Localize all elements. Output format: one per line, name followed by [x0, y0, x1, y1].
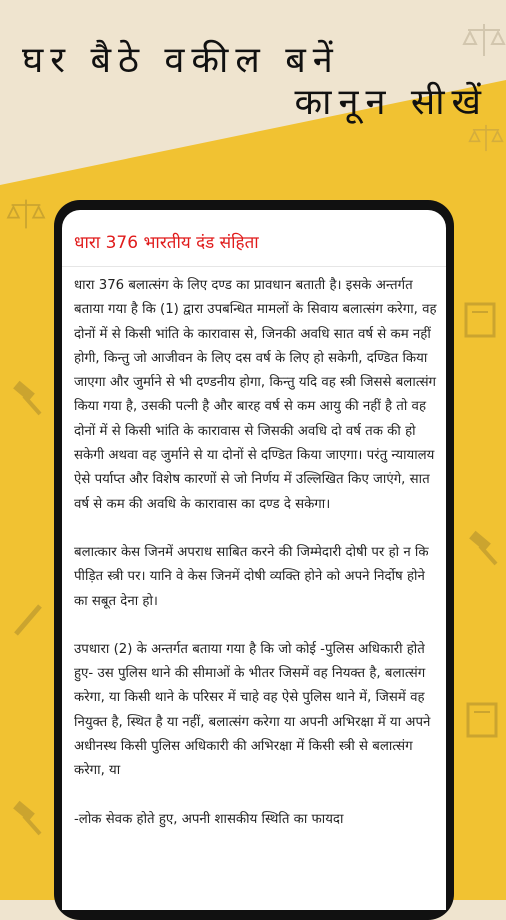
- article-paragraph: धारा 376 बलात्संग के लिए दण्ड का प्रावधान बताती है। इसके अन्तर्गत बताया गया है कि (1) द्वारा उपबन्धित मामलों के सिवाय बलात्संग करेगा, वह दोनों में से किसी भांति के कारावास से, जिनकी अवधि सात वर्ष से कम नहीं होगी, किन्तु जो आजीवन के लिए दस वर्ष के लिए हो सकेगी, दण्डित किया जाएगा और जुर्माने से भी दण्डनीय होगा, किन्तु यदि वह स्त्री जिससे बलात्संग किया गया है, उसकी पत्नी है और बारह वर्ष से कम आयु की नहीं है तो वह दोनों में से किसी भांति के कारावास से जिसकी अवधि दो वर्ष तक की हो सकेगी अथवा वह जुर्माने से या दोनों से दण्डित किया जाएगा। परंतु न्यायालय ऐसे पर्याप्त और विशेष कारणों से जो निर्णय में उल्लिखित किए जाएंगे, सात वर्ष से कम की अवधि के कारावास का दण्ड दे सकेगा।: [74, 278, 437, 512]
- book-icon: [462, 300, 498, 340]
- gavel-icon: [6, 380, 46, 420]
- gavel-icon: [6, 800, 46, 840]
- article-title: धारा 376 भारतीय दंड संहिता: [74, 233, 259, 253]
- title-divider: [62, 266, 446, 267]
- phone-frame: [54, 200, 454, 920]
- article-body: [74, 274, 439, 856]
- headline-line-1: घर बैठे वकील बनें: [22, 40, 340, 81]
- article-paragraph: -लोक सेवक होते हुए, अपनी शासकीय स्थिति का फायदा: [74, 811, 344, 827]
- pen-icon: [10, 600, 46, 640]
- article-paragraph: बलात्कार केस जिनमें अपराध साबित करने की जिम्मेदारी दोषी पर हो न कि पीड़ित स्त्री पर। यानि वे केस जिनमें दोषी व्यक्ति होने को अपने निर्दोष होने का सबूत देना हो।: [74, 544, 429, 609]
- article-paragraph: उपधारा (2) के अन्तर्गत बताया गया है कि जो कोई -पुलिस अधिकारी होते हुए- उस पुलिस थाने की सीमाओं के भीतर जिसमें वह नियक्त है, बलात्संग करेगा, या किसी थाने के परिसर में चाहे वह ऐसे पुलिस थाने में, जिसमें वह नियुक्त है, स्थित है या नहीं, बलात्संग करेगा या अपनी अभिरक्षा में या अपने अधीनस्थ किसी पुलिस अधिकारी की अभिरक्षा में किसी स्त्री से बलात्संग करेगा, या: [74, 641, 431, 779]
- book-icon: [464, 700, 500, 740]
- promo-headline: [0, 0, 506, 150]
- scales-icon: [6, 196, 46, 232]
- gavel-icon: [462, 530, 502, 570]
- article-screen[interactable]: [62, 210, 446, 910]
- headline-line-2: कानून सीखें: [294, 82, 488, 123]
